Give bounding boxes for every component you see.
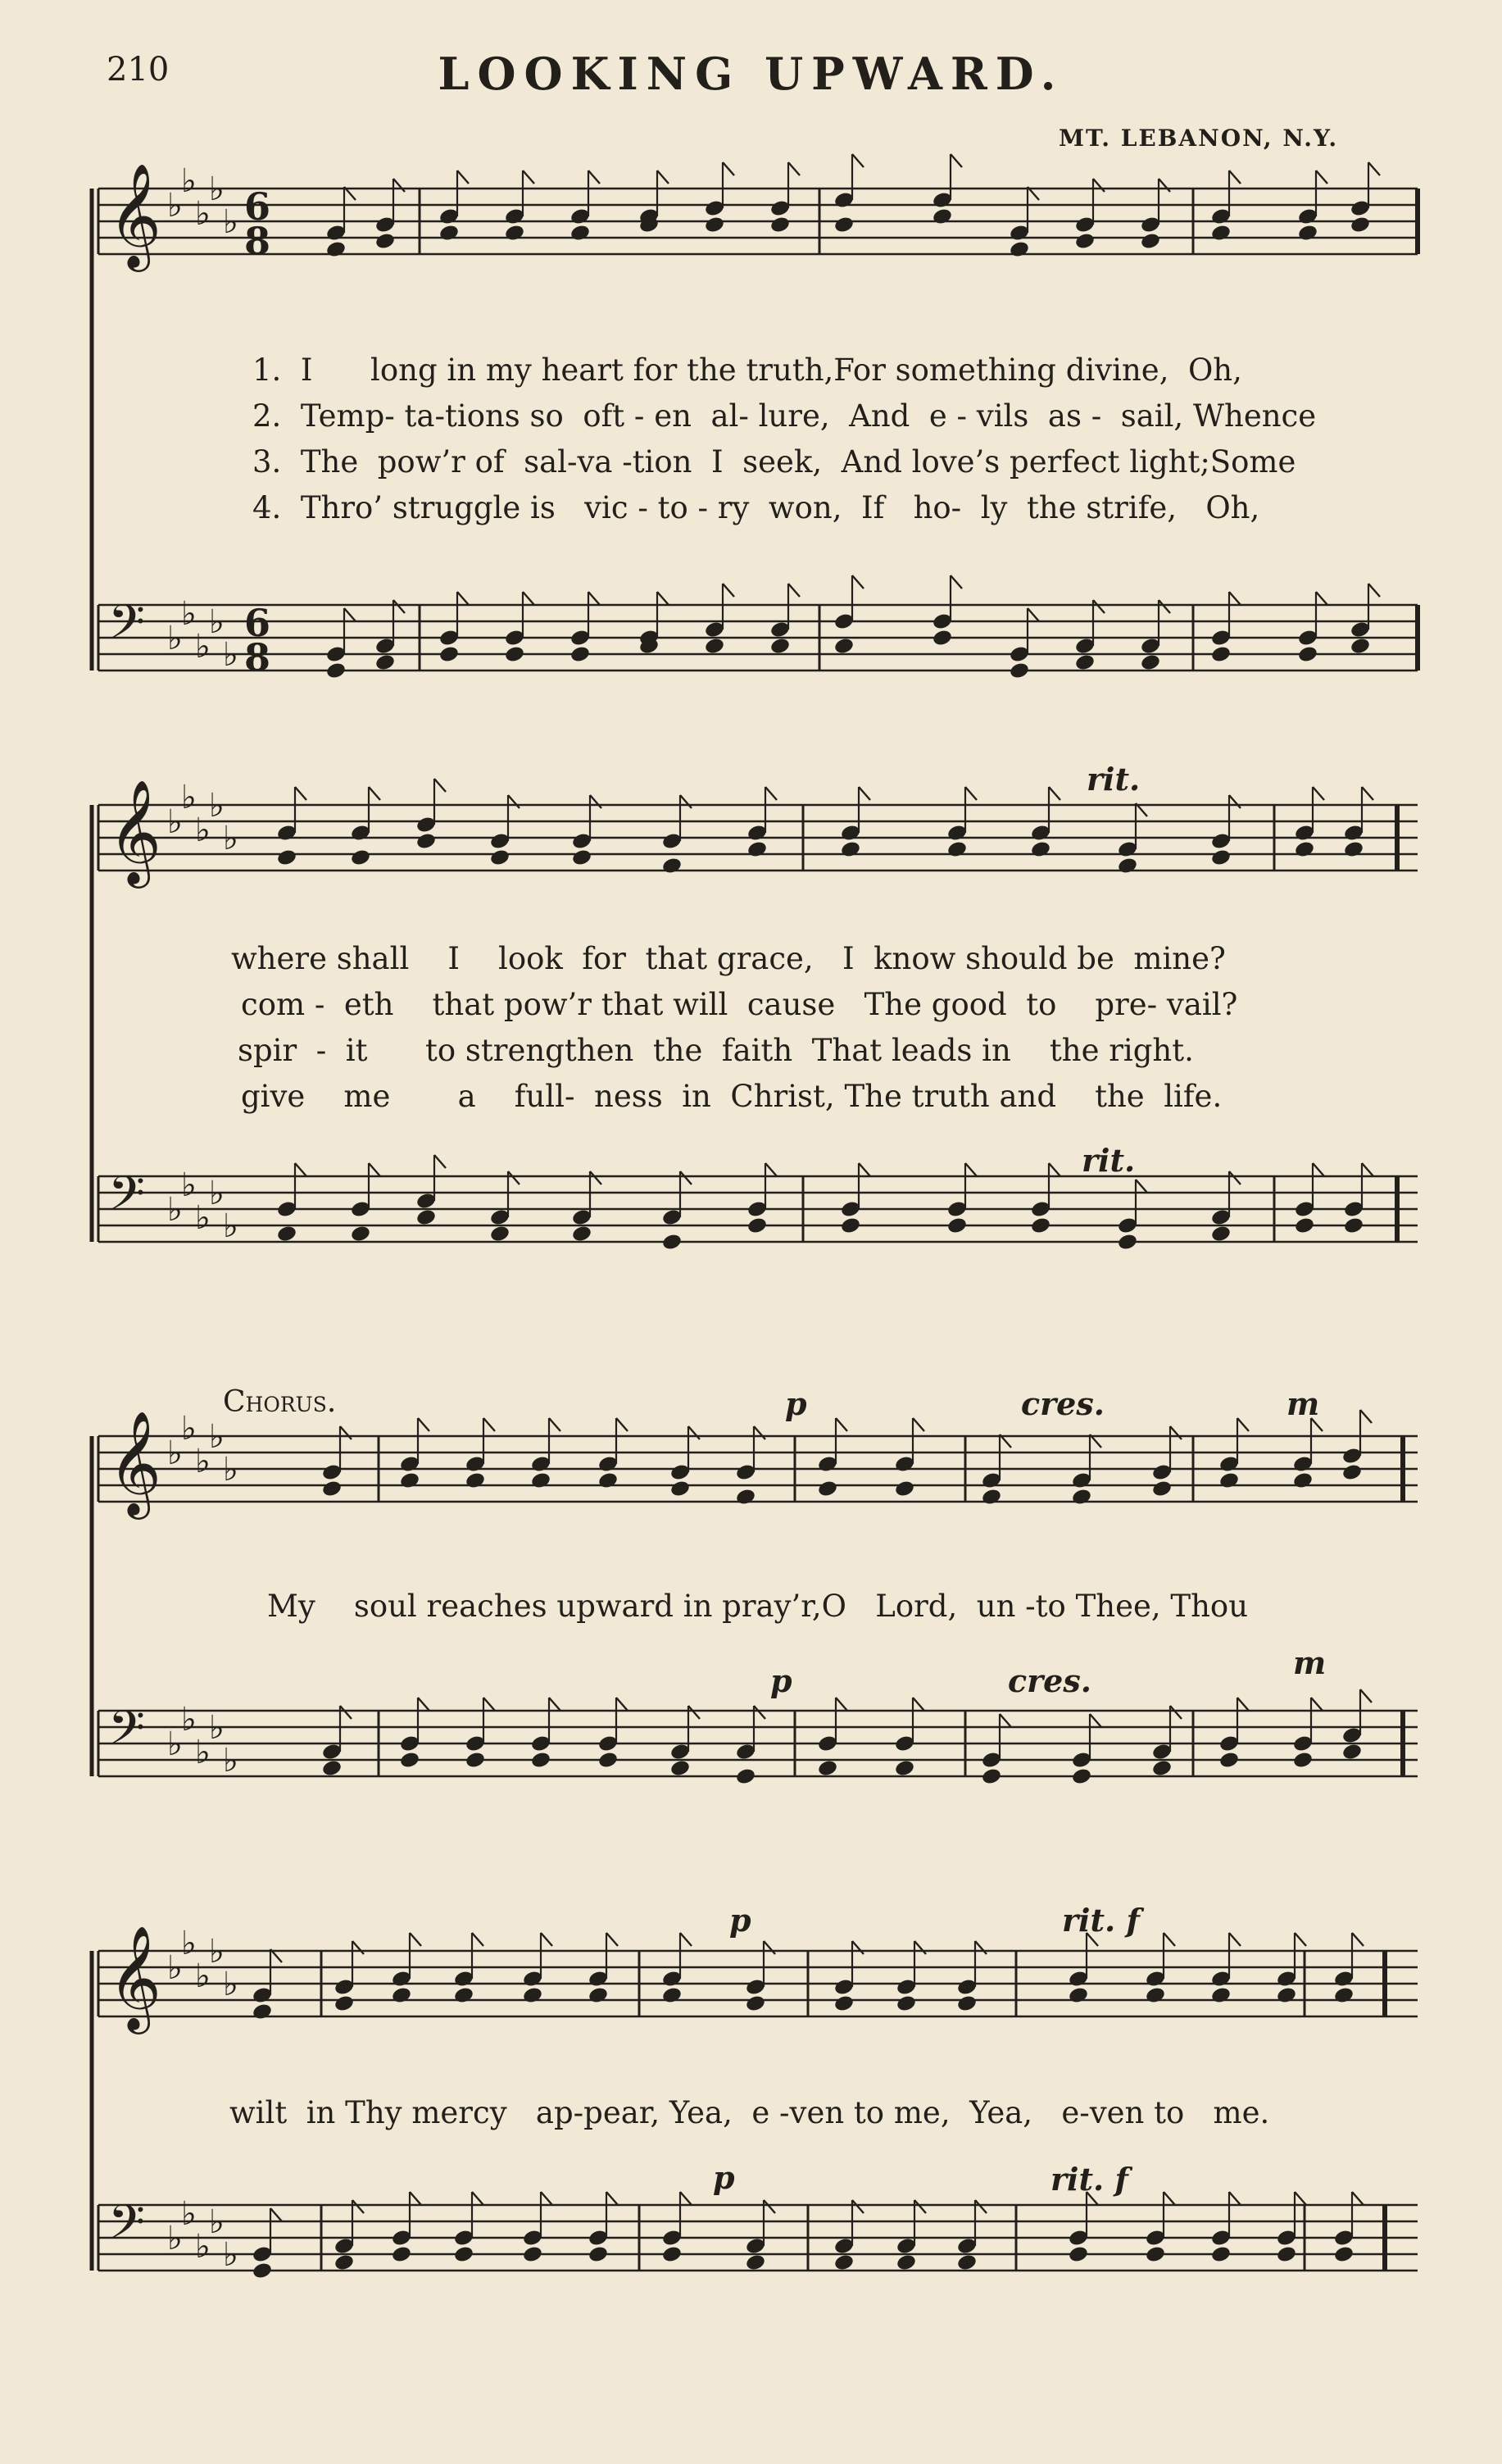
verse-1-line-2: where shall I look for that grace, I know should be mine? bbox=[231, 941, 1226, 976]
svg-text:♭: ♭ bbox=[181, 1701, 197, 1739]
svg-text:♭: ♭ bbox=[209, 1418, 225, 1456]
svg-text:♭: ♭ bbox=[167, 1949, 183, 1987]
svg-text:♭: ♭ bbox=[167, 1191, 183, 1229]
svg-text:♭: ♭ bbox=[167, 2220, 183, 2257]
rit-marking-bass-2: rit. bbox=[1082, 1142, 1136, 1179]
svg-text:𝄢: 𝄢 bbox=[108, 1700, 146, 1767]
svg-text:𝄞: 𝄞 bbox=[108, 162, 162, 267]
svg-text:♭: ♭ bbox=[223, 1207, 238, 1245]
svg-text:♭: ♭ bbox=[209, 1709, 225, 1747]
verse-4-line-1: 4. Thro’ struggle is vic - to - ry won, If ho- ly the strife, Oh, bbox=[252, 490, 1260, 525]
svg-text:♭: ♭ bbox=[209, 2203, 225, 2241]
svg-text:♭: ♭ bbox=[195, 2228, 211, 2266]
m-marking-treble-3: m bbox=[1286, 1385, 1320, 1422]
chorus-line-2: wilt in Thy mercy ap-pear, Yea, e -ven to me, Yea, e-ven to me. bbox=[229, 2095, 1270, 2130]
svg-text:♭: ♭ bbox=[209, 170, 225, 208]
svg-text:♭: ♭ bbox=[167, 187, 183, 225]
verse-3-line-2: spir - it to strengthen the faith That leads in the right. bbox=[238, 1033, 1194, 1068]
svg-text:♭: ♭ bbox=[181, 1166, 197, 1204]
piano-marking-bass-4: p bbox=[713, 2159, 735, 2196]
svg-text:𝄞: 𝄞 bbox=[108, 1925, 162, 2030]
svg-text:♭: ♭ bbox=[223, 203, 238, 241]
svg-text:♭: ♭ bbox=[181, 779, 197, 816]
svg-text:♭: ♭ bbox=[223, 1451, 238, 1489]
svg-text:𝄢: 𝄢 bbox=[108, 2194, 146, 2262]
svg-text:♭: ♭ bbox=[181, 1925, 197, 1962]
svg-text:♭: ♭ bbox=[195, 1199, 211, 1237]
svg-text:♭: ♭ bbox=[223, 820, 238, 857]
m-marking-bass-3: m bbox=[1293, 1644, 1327, 1681]
svg-text:♭: ♭ bbox=[223, 636, 238, 674]
rit-marking-treble-2: rit. bbox=[1087, 761, 1141, 798]
verse-2-line-2: com - eth that pow’r that will cause The good to pre- vail? bbox=[241, 987, 1238, 1022]
svg-text:♭: ♭ bbox=[195, 811, 211, 849]
svg-text:♭: ♭ bbox=[167, 620, 183, 657]
rit-f-marking-treble-4: rit. f bbox=[1062, 1902, 1140, 1939]
svg-text:8: 8 bbox=[244, 635, 271, 680]
svg-text:♭: ♭ bbox=[195, 1734, 211, 1771]
svg-text:♭: ♭ bbox=[181, 595, 197, 633]
svg-text:♭: ♭ bbox=[223, 1966, 238, 2003]
cres-marking-treble-3: cres. bbox=[1021, 1385, 1105, 1422]
svg-text:♭: ♭ bbox=[209, 1933, 225, 1971]
svg-text:♭: ♭ bbox=[195, 195, 211, 233]
verse-1-line-1: 1. I long in my heart for the truth,For something divine, Oh, bbox=[252, 352, 1242, 388]
svg-text:𝄞: 𝄞 bbox=[108, 1410, 162, 1515]
svg-text:♭: ♭ bbox=[167, 1725, 183, 1763]
svg-text:6: 6 bbox=[244, 601, 271, 645]
svg-text:𝄞: 𝄞 bbox=[108, 779, 162, 884]
cres-marking-bass-3: cres. bbox=[1008, 1662, 1091, 1699]
svg-text:6: 6 bbox=[244, 184, 271, 229]
svg-text:♭: ♭ bbox=[223, 1742, 238, 1780]
svg-text:♭: ♭ bbox=[209, 1175, 225, 1212]
piano-marking-treble-3: p bbox=[785, 1385, 807, 1422]
svg-text:♭: ♭ bbox=[195, 1957, 211, 1995]
chorus-label: Chorus. bbox=[223, 1385, 337, 1419]
svg-text:♭: ♭ bbox=[195, 628, 211, 666]
svg-text:♭: ♭ bbox=[209, 603, 225, 641]
rit-f-marking-bass-4: rit. f bbox=[1050, 2161, 1128, 2198]
svg-text:𝄢: 𝄢 bbox=[108, 1166, 146, 1233]
svg-text:♭: ♭ bbox=[167, 1434, 183, 1472]
svg-text:♭: ♭ bbox=[223, 2236, 238, 2274]
svg-text:𝄢: 𝄢 bbox=[108, 594, 146, 661]
page-number: 210 bbox=[107, 51, 170, 89]
svg-text:♭: ♭ bbox=[181, 2195, 197, 2233]
verse-3-line-1: 3. The pow’r of sal-va -tion I seek, And love’s perfect light;Some bbox=[252, 444, 1296, 480]
svg-text:♭: ♭ bbox=[181, 162, 197, 200]
piano-marking-bass-3: p bbox=[770, 1662, 792, 1699]
verse-2-line-1: 2. Temp- ta-tions so oft - en al- lure, And e - vils as - sail, Whence bbox=[252, 398, 1317, 434]
piano-marking-treble-4: p bbox=[729, 1902, 751, 1939]
svg-text:♭: ♭ bbox=[209, 787, 225, 825]
svg-text:♭: ♭ bbox=[167, 803, 183, 841]
svg-text:♭: ♭ bbox=[195, 1443, 211, 1480]
verse-4-line-2: give me a full- ness in Christ, The truth and the life. bbox=[241, 1079, 1223, 1114]
page-title: LOOKING UPWARD. bbox=[438, 48, 1064, 100]
svg-text:8: 8 bbox=[244, 219, 271, 263]
chorus-line-1: My soul reaches upward in pray’r,O Lord, un -to Thee, Thou bbox=[267, 1589, 1249, 1624]
svg-text:♭: ♭ bbox=[181, 1410, 197, 1448]
tune-source-credit: MT. LEBANON, N.Y. bbox=[1059, 125, 1339, 152]
